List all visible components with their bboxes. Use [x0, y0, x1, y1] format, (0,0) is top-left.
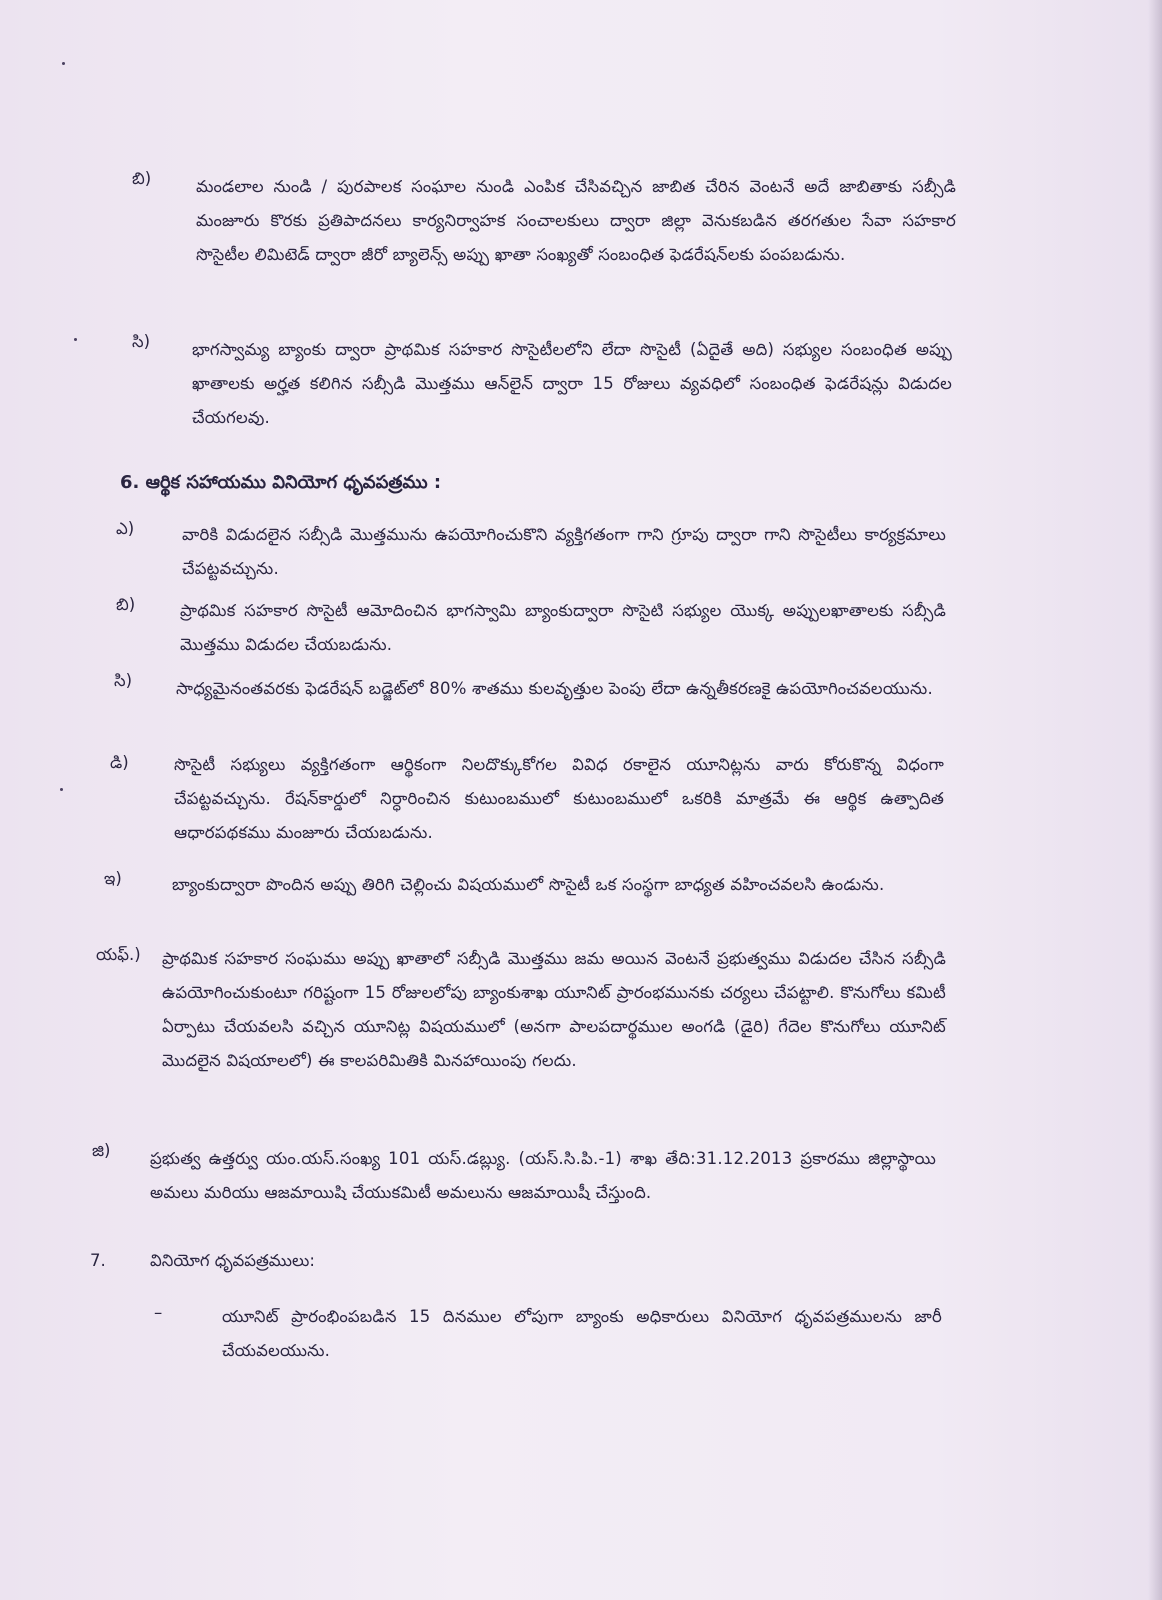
item-text-6a: వారికి విడుదలైన సబ్సీడి మొత్తమును ఉపయోగించుకొని వ్యక్తిగతంగా గాని గ్రూపు ద్వారా గాని సొసైటీలు కార్యక్రమాలు చేపట్టవచ్చును. — [182, 525, 946, 578]
item-text-6c: సాధ్యమైనంతవరకు ఫెడరేషన్ బడ్జెట్‌లో 80% శాతము కులవృత్తుల పెంపు లేదా ఉన్నతీకరణకై ఉపయోగించవలయును. — [176, 679, 933, 698]
item-label-6b: బి) — [116, 595, 136, 614]
item-text-6g: ప్రభుత్వ ఉత్తర్వు యం.యస్.సంఖ్య 101 యస్.డబ్ల్యు. (యస్.సి.పి.-1) శాఖ తేది:31.12.2013 ప్రకారము జిల్లాస్థాయి అమలు మరియు ఆజమాయిషి చేయుకమిటీ అమలును ఆజమాయిషీ చేస్తుంది. — [150, 1149, 936, 1202]
scan-speck — [62, 62, 65, 65]
item-text-6b: ప్రాథమిక సహకార సొసైటీ ఆమోదించిన భాగస్వామి బ్యాంకుద్వారా సొసైటి సభ్యుల యొక్క అప్పులఖాతాలకు సబ్సీడి మొత్తము విడుదల చేయబడును. — [180, 601, 946, 654]
item-label-6a: ఎ) — [116, 519, 135, 538]
item-text-6f: ప్రాథమిక సహకార సంఘము అప్పు ఖాతాలో సబ్సీడి మొత్తము జమ అయిన వెంటనే ప్రభుత్వము విడుదల చేసిన సబ్సీడి ఉపయోగించుకుంటూ గరిష్టంగా 15 రోజులలోపు బ్యాంకుశాఖ యూనిట్ ప్రారంభమునకు చర్యలు చేపట్టాలి. కొనుగోలు కమిటీ ఏర్పాటు చేయవలసి వచ్చిన యూనిట్ల విషయములో (అనగా పాలపదార్థముల అంగడి (డైరి) గేదెల కొనుగోలు యూనిట్ మొదలైన విషయాలలో) ఈ కాలపరిమితికి మినహాయింపు గలదు. — [162, 949, 946, 1070]
section-7-title: వినియోగ ధృవపత్రములు: — [150, 1251, 315, 1270]
scan-speck — [74, 338, 77, 341]
item-label-5c: సి) — [132, 332, 151, 351]
item-text-5c: భాగస్వామ్య బ్యాంకు ద్వారా ప్రాథమిక సహకార సొసైటీలలోని లేదా సొసైటీ (ఏదైతే అది) సభ్యుల సంబంధిత అప్పు ఖాతాలకు అర్హత కలిగిన సబ్సీడి మొత్తము ఆన్‌లైన్ ద్వారా 15 రోజులు వ్యవధిలో సంబంధిత ఫెడరేషన్లు విడుదల చేయగలవు. — [192, 340, 952, 427]
item-label-5b: బి) — [132, 169, 152, 188]
item-label-6f: యఫ్.) — [96, 945, 141, 964]
scan-speck — [60, 788, 63, 791]
item-text-6d: సొసైటీ సభ్యులు వ్యక్తిగతంగా ఆర్థికంగా నిలదొక్కుకోగల వివిధ రకాలైన యూనిట్లను వారు కోరుకొన్న విధంగా చేపట్టవచ్చును. రేషన్‌కార్డులో నిర్ధారించిన కుటుంబములో కుటుంబములో ఒకరికి మాత్రమే ఈ ఆర్థిక ఉత్పాదిత ఆధారపథకము మంజూరు చేయబడును. — [174, 755, 944, 842]
section-7-text: యూనిట్ ప్రారంభింపబడిన 15 దినముల లోపుగా బ్యాంకు అధికారులు వినియోగ ధృవపత్రములను జారీ చేయవలయును. — [222, 1307, 942, 1360]
section-7-bullet: – — [154, 1303, 163, 1322]
item-label-6e: ఇ) — [104, 869, 122, 888]
item-label-6c: సి) — [114, 671, 133, 690]
section-7-number: 7. — [90, 1251, 106, 1270]
item-label-6g: జి) — [92, 1141, 111, 1160]
item-text-6e: బ్యాంకుద్వారా పొందిన అప్పు తిరిగి చెల్లించు విషయములో సొసైటీ ఒక సంస్థగా బాధ్యత వహించవలసి ఉండును. — [172, 875, 885, 894]
page-edge-shadow — [1148, 0, 1162, 1600]
item-label-6d: డి) — [110, 753, 129, 772]
section-6-heading: 6. ఆర్థిక సహాయము వినియోగ ధృవపత్రము : — [120, 472, 442, 493]
item-text-5b: మండలాల నుండి / పురపాలక సంఘాల నుండి ఎంపిక చేసివచ్చిన జాబిత చేరిన వెంటనే అదే జాబితాకు సబ్సీడి మంజూరు కొరకు ప్రతిపాదనలు కార్యనిర్వాహక సంచాలకులు ద్వారా జిల్లా వెనుకబడిన తరగతుల సేవా సహకార సొసైటీల లిమిటెడ్ ద్వారా జీరో బ్యాలెన్స్ అప్పు ఖాతా సంఖ్యతో సంబంధిత ఫెడరేషన్‌లకు పంపబడును. — [196, 177, 956, 264]
